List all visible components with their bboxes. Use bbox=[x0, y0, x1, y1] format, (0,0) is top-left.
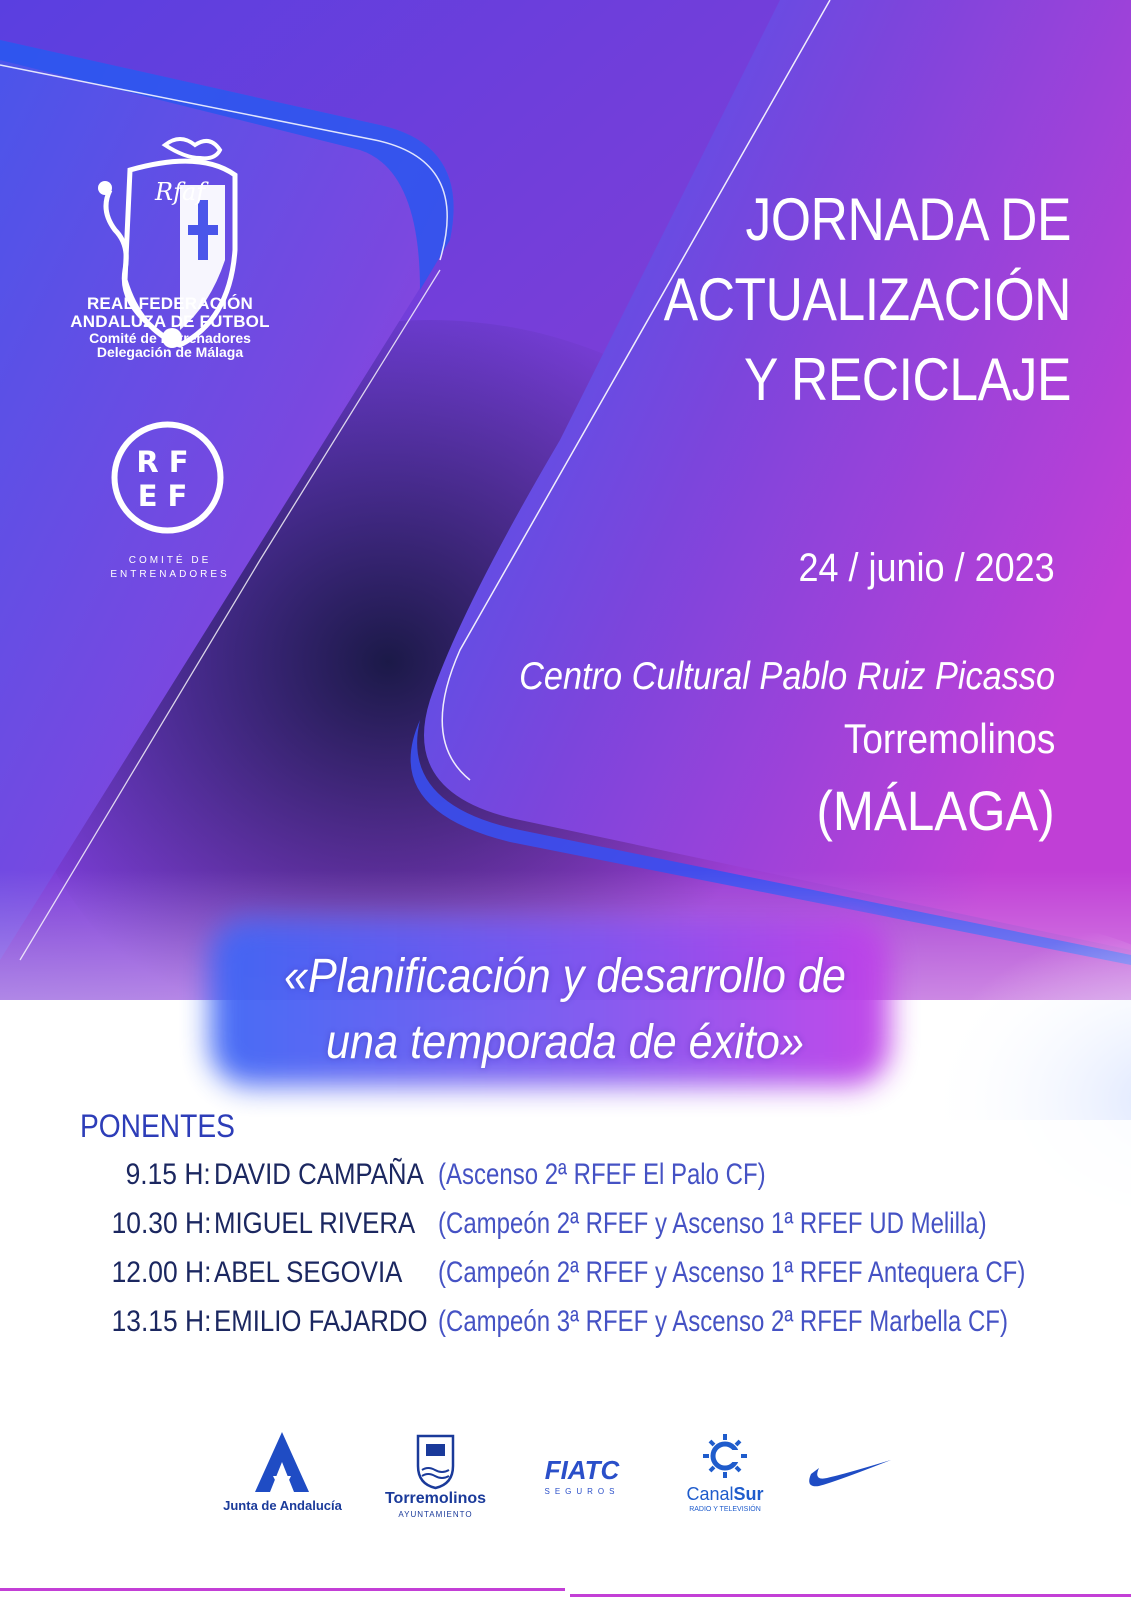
speaker-name: ABEL SEGOVIA bbox=[214, 1256, 403, 1289]
bottom-rule-right bbox=[570, 1594, 1131, 1597]
organizer-name bbox=[40, 295, 300, 360]
sponsor-nike bbox=[805, 1452, 895, 1492]
event-province: (MÁLAGA) bbox=[816, 779, 1055, 842]
title-line-3: Y RECICLAJE bbox=[744, 346, 1071, 413]
sponsor-fiatc-label: FIATC bbox=[544, 1455, 620, 1485]
speakers-heading: PONENTES bbox=[80, 1108, 235, 1144]
event-date: 24 / junio / 2023 bbox=[798, 546, 1055, 590]
speaker-achievement: (Ascenso 2ª RFEF El Palo CF) bbox=[438, 1158, 766, 1191]
speaker-achievement: (Campeón 3ª RFEF y Ascenso 2ª RFEF Marbella CF) bbox=[438, 1305, 1008, 1338]
organizer-line-1: REAL FEDERACIÓN bbox=[86, 294, 254, 313]
event-city: Torremolinos bbox=[843, 715, 1055, 762]
speaker-time: 12.00 H: bbox=[111, 1256, 211, 1289]
rfef-committee bbox=[70, 554, 270, 581]
speaker-time: 9.15 H: bbox=[125, 1158, 211, 1191]
sponsor-fiatc-sub: SEGUROS bbox=[544, 1487, 620, 1496]
canalsur-label-b: Sur bbox=[733, 1484, 764, 1504]
bottom-rule-left bbox=[0, 1588, 565, 1591]
torremolinos-crest-icon bbox=[378, 1432, 493, 1490]
speaker-row bbox=[0, 1305, 1131, 1353]
speaker-time: 13.15 H: bbox=[111, 1305, 211, 1338]
speaker-row bbox=[0, 1158, 1131, 1206]
speaker-achievement: (Campeón 2ª RFEF y Ascenso 1ª RFEF UD Melilla) bbox=[438, 1207, 987, 1240]
sponsor-torremolinos-sub: AYUNTAMIENTO bbox=[398, 1510, 473, 1519]
event-title bbox=[624, 180, 1071, 420]
subtitle-line-1: «Planificación y desarrollo de bbox=[284, 950, 846, 1003]
nike-swoosh-icon bbox=[805, 1452, 895, 1492]
subtitle-line-2: una temporada de éxito» bbox=[326, 1016, 804, 1069]
organizer-line-2: ANDALUZA DE FÚTBOL bbox=[70, 311, 270, 331]
speaker-row bbox=[0, 1207, 1131, 1255]
sponsor-fiatc bbox=[522, 1455, 642, 1505]
event-venue: Centro Cultural Pablo Ruiz Picasso bbox=[518, 655, 1055, 698]
sponsor-torremolinos-label: Torremolinos bbox=[384, 1490, 487, 1507]
speaker-name: MIGUEL RIVERA bbox=[214, 1207, 416, 1240]
organizer-line-3: Comité de Entrenadores bbox=[89, 329, 251, 346]
junta-andalucia-icon bbox=[215, 1432, 350, 1494]
canalsur-sun-icon bbox=[675, 1432, 775, 1482]
sponsor-canalsur-label bbox=[675, 1484, 775, 1505]
speaker-achievement: (Campeón 2ª RFEF y Ascenso 1ª RFEF Antequera CF) bbox=[438, 1256, 1026, 1289]
title-line-1: JORNADA DE bbox=[745, 186, 1071, 253]
sponsor-junta bbox=[215, 1432, 350, 1522]
rfef-logo-line-1: RF bbox=[136, 445, 199, 479]
sponsor-torremolinos bbox=[378, 1432, 493, 1527]
rfef-logo-line-2: EF bbox=[137, 479, 198, 513]
sponsor-canalsur bbox=[675, 1432, 775, 1527]
speaker-name: DAVID CAMPAÑA bbox=[214, 1158, 424, 1191]
speaker-name: EMILIO FAJARDO bbox=[214, 1305, 428, 1338]
sponsor-canalsur-sub: RADIO Y TELEVISIÓN bbox=[689, 1506, 761, 1513]
title-line-2: ACTUALIZACIÓN bbox=[663, 266, 1071, 333]
rfef-logo-icon bbox=[110, 420, 225, 535]
canalsur-label-a: Canal bbox=[686, 1484, 734, 1504]
organizer-line-4: Delegación de Málaga bbox=[96, 344, 244, 361]
speaker-time: 10.30 H: bbox=[111, 1207, 211, 1240]
event-subtitle bbox=[192, 944, 939, 1076]
sponsor-junta-label: Junta de Andalucía bbox=[223, 1498, 342, 1513]
rfaf-monogram: Rfaf bbox=[155, 178, 206, 206]
rfef-sub-line-2: ENTRENADORES bbox=[110, 568, 230, 580]
rfef-sub-line-1: COMITÉ DE bbox=[128, 555, 212, 566]
speaker-row bbox=[0, 1256, 1131, 1304]
